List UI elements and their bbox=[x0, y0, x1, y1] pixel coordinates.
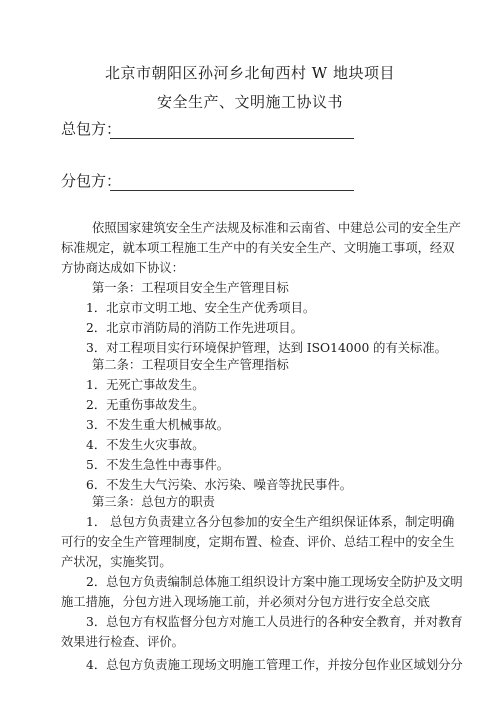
subcontractor-field bbox=[61, 170, 121, 191]
article-2-item: 2．无重伤事故发生。 bbox=[86, 398, 205, 412]
article-2-item: 4．不发生火灾事故。 bbox=[86, 438, 205, 452]
article-3-paragraph-4-line: 4．总包方负责施工现场文明施工管理工作，并按分包作业区域划分分 bbox=[86, 658, 463, 672]
article-3-paragraph-2-line: 2．总包方负责编制总体施工组织设计方案中施工现场安全防护及文明 bbox=[86, 575, 463, 589]
article-3-paragraph-3-line: 3．总包方有权监督分包方对施工人员进行的各种安全教育，并对教育 bbox=[86, 615, 463, 629]
subcontractor-label: 分包方： bbox=[61, 172, 122, 190]
article-3-paragraph-1-line: 1． 总包方负责建立各分包参加的安全生产组织保证体系，制定明确 bbox=[86, 515, 455, 529]
general-contractor-underline bbox=[110, 138, 354, 139]
intro-line-2: 标准规定，就本项工程施工生产中的有关安全生产、文明施工事项，经双 bbox=[61, 241, 455, 255]
article-1-item: 3．对工程项目实行环境保护管理，达到 ISO14000 的有关标准。 bbox=[86, 341, 447, 355]
document-title-line1: 北京市朝阳区孙河乡北甸西村 W 地块项目 bbox=[105, 64, 395, 82]
article-1-item: 2．北京市消防局的消防工作先进项目。 bbox=[86, 321, 303, 335]
article-2-item: 3．不发生重大机械事故。 bbox=[86, 418, 230, 432]
article-3-paragraph-1-line: 可行的安全生产管理制度，定期布置、检查、评价、总结工程中的安全生 bbox=[61, 535, 455, 549]
intro-line-3: 方协商达成如下协议： bbox=[61, 261, 184, 275]
article-1-item: 1．北京市文明工地、安全生产优秀项目。 bbox=[86, 301, 316, 315]
article-2-item: 5．不发生急性中毒事件。 bbox=[86, 458, 230, 472]
article-3-heading: 第三条：总包方的职责 bbox=[92, 495, 215, 509]
article-2-item: 6．不发生大气污染、水污染、噪音等扰民事件。 bbox=[86, 478, 353, 492]
intro-line-1: 依照国家建筑安全生产法规及标准和云南省、中建总公司的安全生产 bbox=[92, 221, 461, 235]
article-2-heading: 第二条：工程项目安全生产管理指标 bbox=[92, 358, 289, 372]
article-3-paragraph-3-line: 效果进行检查、评价。 bbox=[61, 635, 184, 649]
article-1-heading: 第一条：工程项目安全生产管理目标 bbox=[92, 281, 289, 295]
article-3-paragraph-2-line: 施工措施，分包方进入现场施工前，并必须对分包方进行安全总交底 bbox=[61, 595, 430, 609]
article-2-item: 1．无死亡事故发生。 bbox=[86, 378, 205, 392]
subcontractor-underline bbox=[110, 190, 354, 191]
document-title-line2: 安全生产、文明施工协议书 bbox=[156, 93, 343, 111]
general-contractor-label: 总包方： bbox=[61, 120, 122, 138]
article-3-paragraph-1-line: 产状况，实施奖罚。 bbox=[61, 555, 172, 569]
general-contractor-field bbox=[61, 118, 121, 139]
